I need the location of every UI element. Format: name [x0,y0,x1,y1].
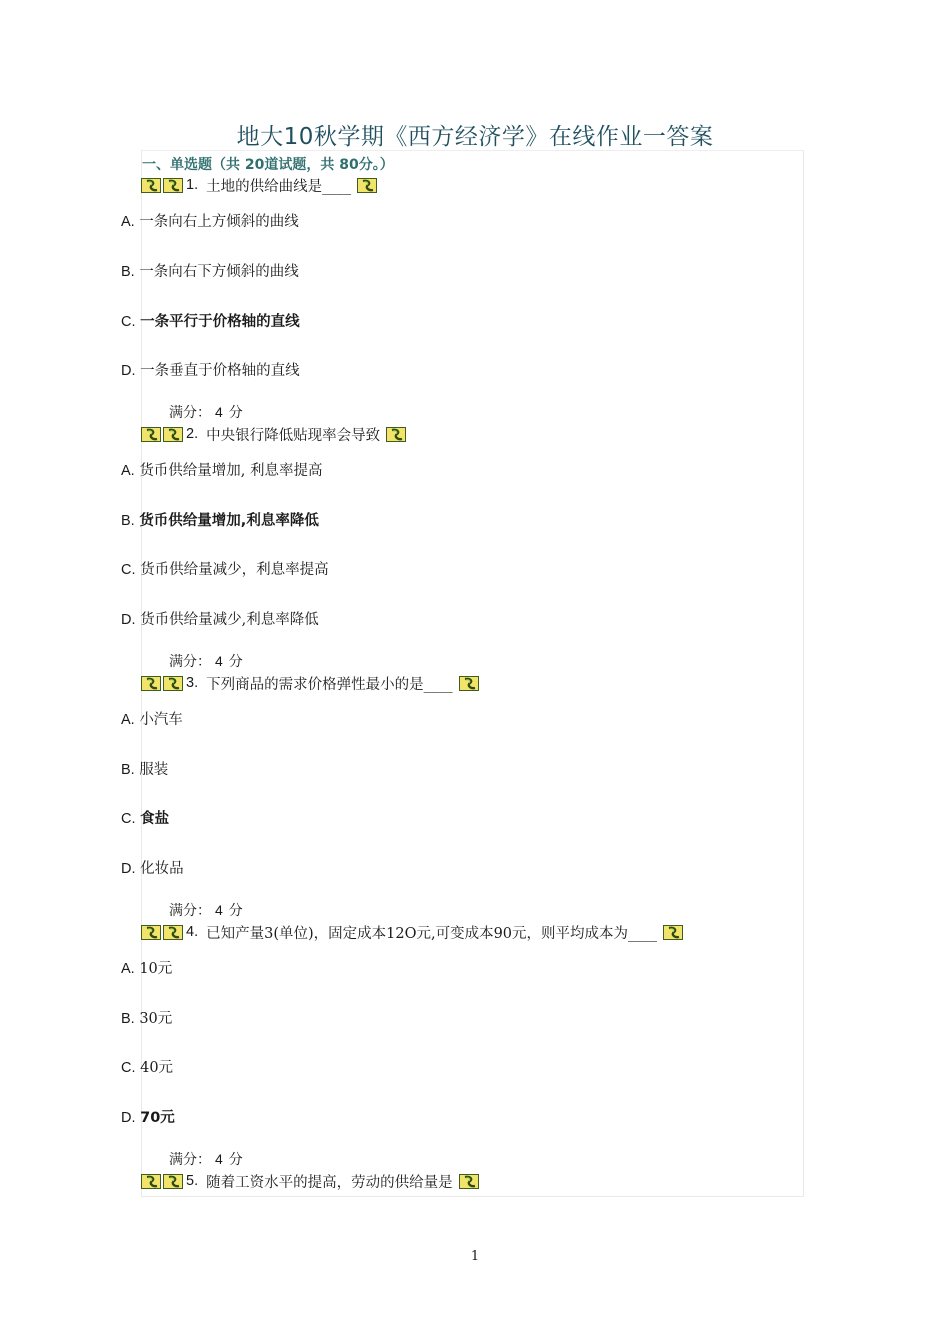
question-text: 土地的供给曲线是____ [206,178,352,195]
option-b[interactable] [121,758,168,779]
option-letter: A. [121,961,135,977]
option-d-answer[interactable] [121,1106,175,1127]
question-number: 2. [186,426,199,442]
option-text: 一条平行于价格轴的直线 [140,314,300,330]
option-text: 化妆品 [140,861,184,877]
option-d[interactable] [121,857,184,878]
answer-icon[interactable] [141,178,161,193]
question-2 [141,424,408,444]
option-letter: B. [121,1011,135,1027]
option-c-answer[interactable] [121,807,169,828]
score-label: 满分： [169,1152,211,1168]
option-d[interactable] [121,608,319,629]
option-text: 40元 [140,1060,174,1076]
score-line [169,900,243,920]
question-4 [141,922,685,942]
option-text: 一条垂直于价格轴的直线 [140,363,300,379]
option-letter: D. [121,363,136,379]
score-line [169,651,243,671]
option-letter: C. [121,562,136,578]
question-1 [141,175,379,195]
document-title: 地大10秋学期《西方经济学》在线作业一答案 [236,124,714,150]
option-letter: A. [121,712,135,728]
option-a[interactable] [121,459,323,480]
option-letter: D. [121,861,136,877]
score-line [169,1149,243,1169]
score-unit: 分 [228,405,243,421]
option-text: 货币供给量减少,利息率降低 [140,612,319,628]
answer-icon[interactable] [163,427,183,442]
answer-icon[interactable] [163,178,183,193]
question-text: 随着工资水平的提高，劳动的供给量是 [206,1174,453,1191]
score-value: 4 [215,653,223,669]
option-c-answer[interactable] [121,310,300,331]
question-number: 3. [186,675,199,691]
answer-icon[interactable] [141,925,161,940]
option-text: 货币供给量增加, 利息率提高 [139,463,323,479]
score-label: 满分： [169,903,211,919]
option-b-answer[interactable] [121,509,319,530]
option-b[interactable] [121,1007,172,1028]
answer-icon[interactable] [357,178,377,193]
score-label: 满分： [169,405,211,421]
option-d[interactable] [121,359,300,380]
score-line [169,402,243,422]
option-text: 30元 [139,1011,173,1027]
option-a[interactable] [121,957,172,978]
option-a[interactable] [121,708,183,729]
score-value: 4 [215,902,223,918]
option-text: 服装 [139,762,169,778]
question-number: 5. [186,1173,199,1189]
option-letter: B. [121,513,135,529]
option-text: 货币供给量增加,利息率降低 [139,513,319,529]
option-letter: A. [121,463,135,479]
option-letter: C. [121,314,136,330]
answer-icon[interactable] [141,427,161,442]
option-letter: A. [121,214,135,230]
option-text: 小汽车 [139,712,183,728]
answer-icon[interactable] [163,925,183,940]
option-letter: B. [121,264,135,280]
answer-icon[interactable] [163,1174,183,1189]
option-b[interactable] [121,260,299,281]
option-c[interactable] [121,1056,173,1077]
option-text: 货币供给量减少，利息率提高 [140,562,329,578]
answer-icon[interactable] [386,427,406,442]
option-a[interactable] [121,210,299,231]
question-number: 4. [186,924,199,940]
option-text: 70元 [140,1110,175,1126]
option-letter: C. [121,1060,136,1076]
option-text: 食盐 [140,811,170,827]
question-text: 已知产量3(单位)，固定成本12O元,可变成本90元，则平均成本为____ [206,925,658,942]
section-heading: 一、单选题（共 20道试题，共 80分。） [142,157,394,173]
answer-icon[interactable] [141,1174,161,1189]
option-letter: D. [121,1110,136,1126]
answer-icon[interactable] [141,676,161,691]
score-unit: 分 [228,654,243,670]
page-number: 1 [470,1249,480,1264]
score-unit: 分 [228,1152,243,1168]
option-text: 一条向右上方倾斜的曲线 [139,214,299,230]
option-text: 10元 [139,961,173,977]
question-3 [141,673,481,693]
score-value: 4 [215,404,223,420]
answer-icon[interactable] [663,925,683,940]
score-value: 4 [215,1151,223,1167]
question-text: 下列商品的需求价格弹性最小的是____ [206,676,453,693]
answer-icon[interactable] [163,676,183,691]
option-c[interactable] [121,558,329,579]
score-unit: 分 [228,903,243,919]
option-letter: C. [121,811,136,827]
answer-icon[interactable] [459,676,479,691]
question-5 [141,1171,481,1191]
option-letter: D. [121,612,136,628]
option-letter: B. [121,762,135,778]
score-label: 满分： [169,654,211,670]
option-text: 一条向右下方倾斜的曲线 [139,264,299,280]
question-text: 中央银行降低贴现率会导致 [206,427,381,444]
question-number: 1. [186,177,199,193]
answer-icon[interactable] [459,1174,479,1189]
